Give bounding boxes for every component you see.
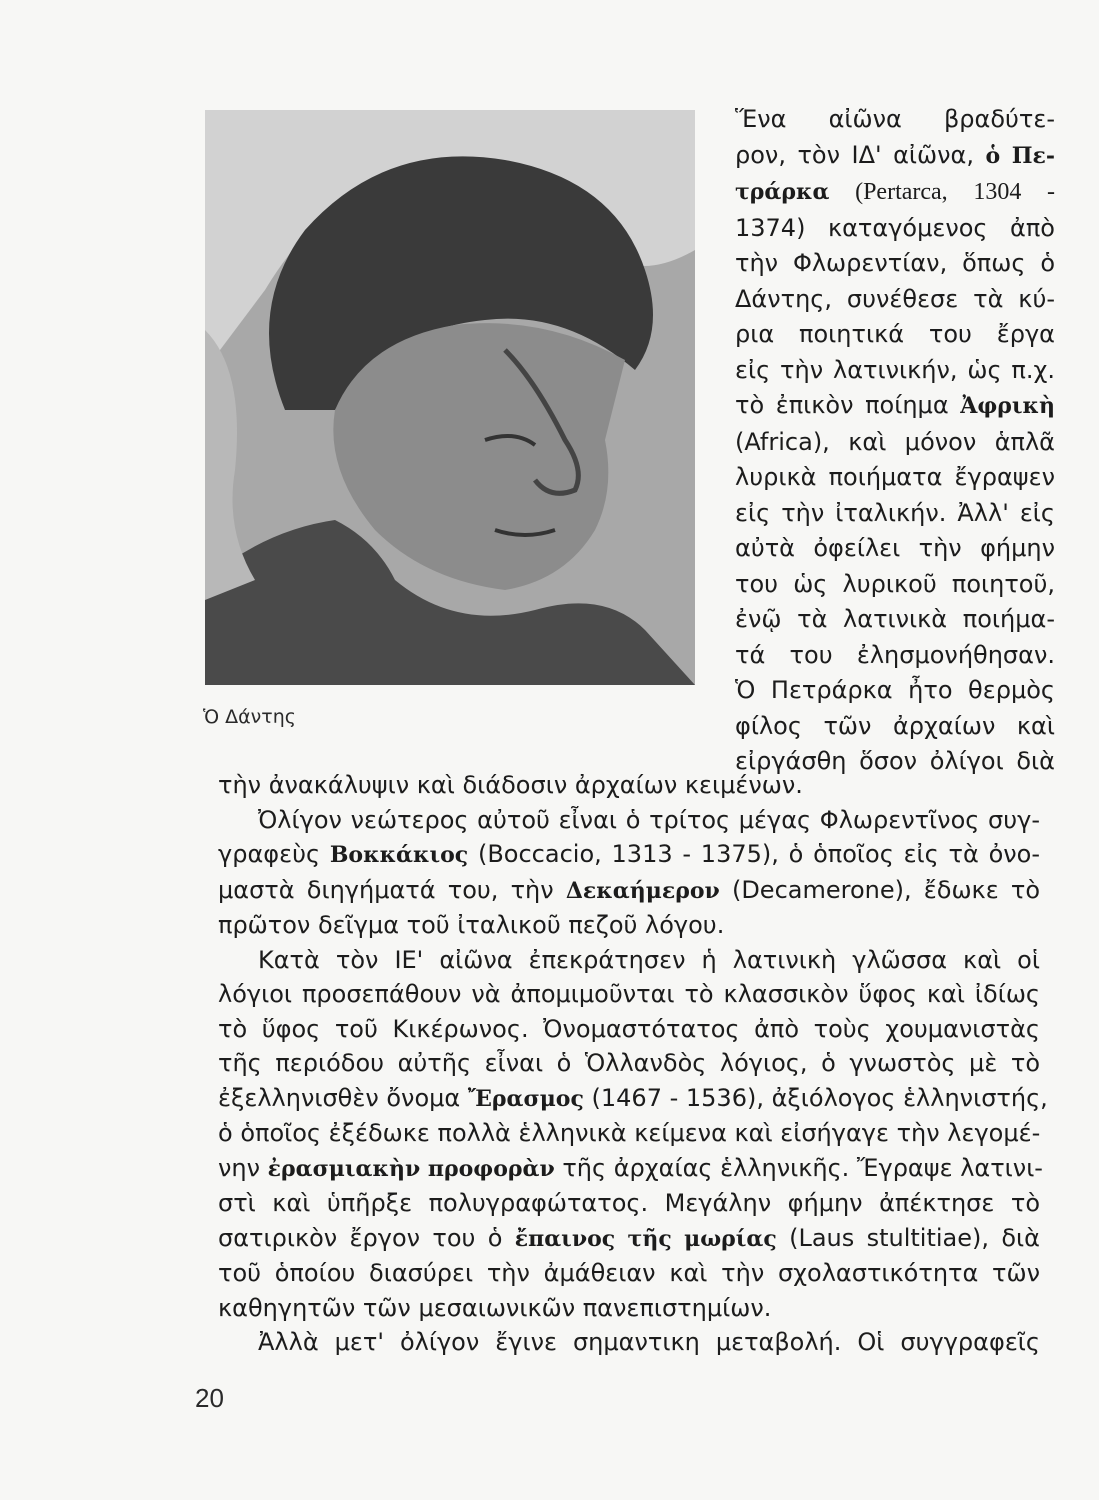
body-line: σατιρικὸν ἔργον του ὁ ἔπαινος τῆς μωρίας (Laus stultitiae), διὰ [218,1223,1040,1252]
page-number: 20 [195,1383,224,1413]
body-line: νην ἐρασμιακὴν προφορὰν τῆς ἀρχαίας ἑλληνικῆς. Ἔγραψε λατινι- [218,1153,1043,1182]
column-line: 1374) καταγόμενος ἀπὸ [735,213,1055,242]
body-line: Κατὰ τὸν ΙΕ' αἰῶνα ἐπεκράτησεν ἡ λατινικὴ γλῶσσα καὶ οἱ [258,945,1040,974]
bold-name: ὁ Πε- [985,142,1055,169]
column-line: αὐτὰ ὀφείλει τὴν φήμην [735,534,1055,562]
column-line: τὴν Φλωρεντίαν, ὅπως ὁ [735,249,1055,277]
body-line: καθηγητῶν τῶν μεσαιωνικῶν πανεπιστημίων. [218,1293,772,1322]
body-line: τοῦ ὁποίου διασύρει τὴν ἀμάθειαν καὶ τὴν σχολαστικότητα τῶν [218,1259,1040,1287]
body-line: γραφεὺς Βοκκάκιος (Boccacio, 1313 - 1375), ὁ ὁποῖος εἰς τὰ ὀνο- [218,840,1040,868]
column-line: τὸ ἐπικὸν ποίημα Ἀφρικὴ [735,391,1055,419]
bold-title: Ἀφρικὴ [960,393,1055,419]
column-line: Δάντης, συνέθεσε τὰ κύ- [735,284,1055,313]
column-line: Ἕνα αἰῶνα βραδύτε- [735,105,1055,133]
body-line: στὶ καὶ ὑπῆρξε πολυγραφώτατος. Μεγάλην φήμην ἀπέκτησε τὸ [218,1189,1040,1217]
column-line: (Africa), καὶ μόνον ἁπλᾶ [735,427,1055,456]
column-line: εἰργάσθη ὅσον ὀλίγοι διὰ [735,747,1055,775]
column-line: τράρκα (Pertarca, 1304 - [735,179,1055,205]
column-line: ἐνῷ τὰ λατινικὰ ποιήμα- [735,605,1055,633]
body-line: ὁ ὁποῖος ἐξέδωκε πολλὰ ἑλληνικὰ κείμενα καὶ εἰσήγαγε τὴν λεγομέ- [218,1119,1041,1147]
body-line: Ὀλίγον νεώτερος αὐτοῦ εἶναι ὁ τρίτος μέγας Φλωρεντῖνος συγ- [258,805,1040,834]
body-line: λόγιοι προσεπάθουν νὰ ἀπομιμοῦνται τὸ κλασσικὸν ὕφος καὶ ἰδίως [218,980,1040,1008]
side-column [735,102,1055,780]
body-line: τῆς περιόδου αὐτῆς εἶναι ὁ Ὁλλανδὸς λόγιος, ὁ γνωστὸς μὲ τὸ [218,1049,1040,1077]
body-line: τὴν ἀνακάλυψιν καὶ διάδοσιν ἀρχαίων κειμένων. [218,771,803,799]
portrait-illustration [205,110,695,685]
body-line: Ἀλλὰ μετ' ὀλίγον ἔγινε σημαντικη μεταβολή. Οἱ συγγραφεῖς [258,1328,1040,1356]
column-line: εἰς τὴν ἰταλικήν. Ἀλλ' εἰς [735,498,1055,527]
column-line: του ὡς λυρικοῦ ποιητοῦ, [735,569,1055,598]
body-line: τὸ ὕφος τοῦ Κικέρωνος. Ὀνομαστότατος ἀπὸ τοὺς χουμανιστὰς [218,1014,1040,1043]
body-line: μαστὰ διηγήματά του, τὴν Δεκαήμερον (Decamerone), ἔδωκε τὸ [218,875,1040,904]
body-line: πρῶτον δεῖγμα τοῦ ἰταλικοῦ πεζοῦ λόγου. [218,911,725,939]
column-line: φίλος τῶν ἀρχαίων καὶ [735,711,1055,740]
column-line: τά του ἐλησμονήθησαν. [735,640,1055,669]
figure-caption: Ὁ Δάντης [203,706,296,728]
dante-portrait [205,110,695,685]
column-line: ρον, τὸν ΙΔ' αἰῶνα, ὁ Πε- [735,140,1055,169]
column-line: εἰς τὴν λατινικήν, ὡς π.χ. [735,355,1055,384]
column-line: ρια ποιητικά του ἔργα [735,320,1055,348]
column-line: Ὁ Πετράρκα ἦτο θερμὸς [735,676,1055,704]
body-line: ἐξελληνισθὲν ὄνομα Ἔρασμος (1467 - 1536), ἀξιόλογος ἑλληνιστής, [218,1083,1048,1112]
body-text [218,768,1048,1360]
column-line: λυρικὰ ποιήματα ἔγραψεν [735,463,1055,491]
